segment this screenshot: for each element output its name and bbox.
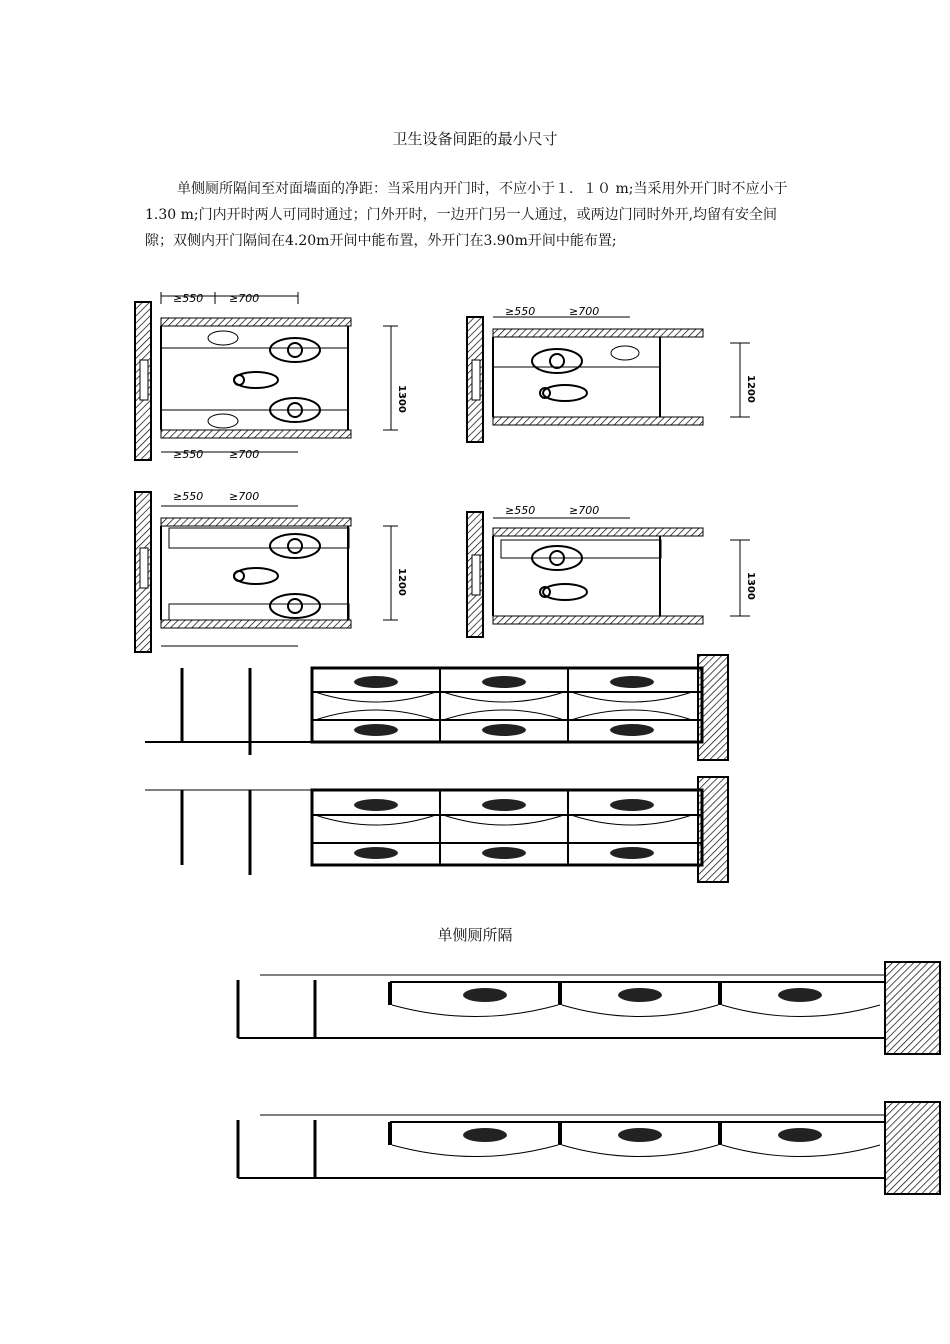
person-icon [354,724,654,736]
dim-label: ≥550 [173,490,204,503]
dim-label: ≥550 [173,448,204,461]
person-icon [463,1128,822,1142]
svg-text:1200: 1200 [745,375,756,403]
dim-label: ≥700 [229,448,260,461]
figure-double-inward [133,290,423,462]
person-icon [540,385,587,401]
wall-hatch-icon [885,1102,940,1194]
figure-double-outward [133,488,423,653]
figure-strip-d [230,1100,945,1200]
dim-label: ≥700 [229,292,260,305]
figure-strip-a [140,650,740,765]
wall-hatch-icon [885,962,940,1054]
person-icon [354,799,654,811]
figure-strip-b [140,775,740,890]
svg-text:1300: 1300 [745,572,756,600]
toilet-icon [208,414,238,428]
person-icon [463,988,822,1002]
figure-single-inward [465,305,765,445]
person-icon [532,349,582,373]
dim-label: ≥700 [569,504,600,517]
figure-single-outward [465,500,765,640]
wall-hatch-icon [698,777,728,882]
dim-label: ≥700 [569,305,600,318]
person-icon [234,568,278,584]
svg-text:1200: 1200 [396,568,407,596]
person-icon [540,584,587,600]
person-icon [270,594,320,618]
person-icon [354,847,654,859]
body-paragraph: 单侧厕所隔间至对面墙面的净距：当采用内开门时，不应小于１．１０ m;当采用外开门时不应小于1.30 m;门内开时两人可同时通过；门外开时，一边开门另一人通过，或两边门同时外开,均留有安全间隙；双侧内开门隔间在4.20m开间中能布置，外开门在3.90m开间中能布置; [145,181,788,249]
page-title: 卫生设备间距的最小尺寸 [392,130,558,148]
dim-label: ≥700 [229,490,260,503]
figure-caption: 单侧厕所隔 [437,926,513,944]
person-icon [234,372,278,388]
figure-strip-c [230,960,945,1060]
person-icon [270,338,320,362]
person-icon [354,676,654,688]
toilet-icon [611,346,639,360]
svg-text:1300: 1300 [396,385,407,413]
toilet-icon [208,331,238,345]
dim-label: ≥550 [505,504,536,517]
dim-label: ≥550 [505,305,536,318]
wall-hatch-icon [698,655,728,760]
dim-label: ≥550 [173,292,204,305]
person-icon [270,534,320,558]
